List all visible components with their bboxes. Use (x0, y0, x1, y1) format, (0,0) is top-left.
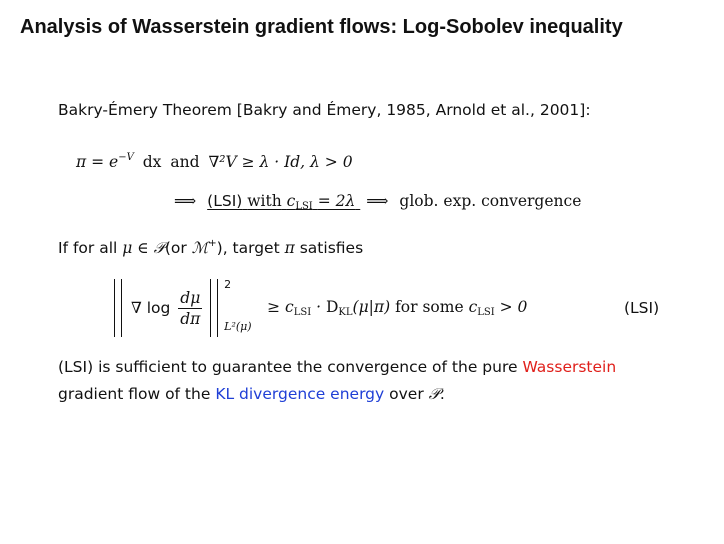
norm-bar-left (114, 279, 122, 337)
mu-in-P: μ ∈ 𝒫 (122, 239, 165, 257)
c-lsi-rhs: c (285, 298, 294, 316)
equation-tag: (LSI) (624, 299, 660, 317)
theorem-heading: Bakry-Émery Theorem [Bakry and Émery, 1985, Arnold et al., 2001]: (58, 101, 591, 119)
condition-prefix: If for all (58, 239, 118, 257)
with-word: with (247, 192, 282, 210)
norm-subscript: L²(μ) (224, 320, 252, 333)
and-word: and (170, 153, 200, 171)
or-open: (or (164, 239, 187, 257)
m-plus-sup: + (208, 238, 217, 249)
c-lsi-rhs-sub: LSI (293, 307, 312, 318)
density-fraction (178, 289, 202, 328)
satisfies-word: satisfies (299, 239, 364, 257)
dot-sign: · (316, 298, 322, 316)
lsi-underlined (207, 192, 360, 210)
implies-arrow-1: ⟹ (174, 192, 197, 210)
geq-sign: ≥ (267, 298, 281, 316)
norm-bar-right (210, 279, 218, 337)
c-lsi: c (286, 192, 296, 210)
hessian-condition: ∇²V ≥ λ · Id, λ > 0 (208, 153, 353, 171)
target-text: ), target (216, 239, 280, 257)
kl-divergence: D (325, 298, 339, 316)
pi-symbol: π (284, 239, 295, 257)
final-period: . (439, 385, 445, 403)
norm-scripts (222, 278, 260, 338)
fraction-numerator: dμ (180, 288, 201, 307)
for-some-text: for some (395, 298, 464, 316)
lsi-equation (114, 278, 527, 338)
pi-equals: π = e (76, 153, 119, 171)
theorem-hypothesis (76, 152, 353, 171)
c-lsi-final: c (468, 298, 478, 316)
fraction-denominator: dπ (180, 309, 201, 328)
conclusion-text-1: (LSI) is sufficient to guarantee the convergence of the pure (58, 358, 518, 376)
greater-zero: > 0 (499, 298, 528, 316)
wasserstein-highlight: Wasserstein (522, 358, 617, 376)
over-word: over (389, 385, 424, 403)
lsi-label: (LSI) (207, 192, 243, 210)
equation-rhs (267, 298, 527, 316)
condition-line (58, 238, 363, 258)
P-symbol: 𝒫 (428, 385, 440, 403)
m-plus: ℳ (191, 239, 209, 257)
conclusion-line-1 (58, 358, 616, 376)
nabla: ∇ (130, 299, 142, 317)
conclusion-line-2 (58, 385, 445, 404)
implies-arrow-2: ⟹ (366, 192, 389, 210)
equals-2lambda: = 2λ (317, 192, 356, 210)
c-lsi-sub: LSI (295, 201, 313, 212)
dx: dx (142, 153, 162, 171)
kl-sub: KL (338, 307, 353, 318)
exponent: −V (118, 152, 134, 163)
kl-argument: (μ|π) (352, 298, 391, 316)
conclusion-text-2: gradient flow of the (58, 385, 211, 403)
theorem-conclusion (174, 192, 581, 212)
kl-energy-highlight: KL divergence energy (215, 385, 385, 403)
global-convergence: glob. exp. convergence (399, 192, 582, 210)
norm-square: 2 (224, 278, 232, 291)
log-word: log (146, 299, 171, 317)
c-lsi-final-sub: LSI (477, 307, 495, 318)
slide-title: Analysis of Wasserstein gradient flows: Log-Sobolev inequality (20, 16, 623, 38)
